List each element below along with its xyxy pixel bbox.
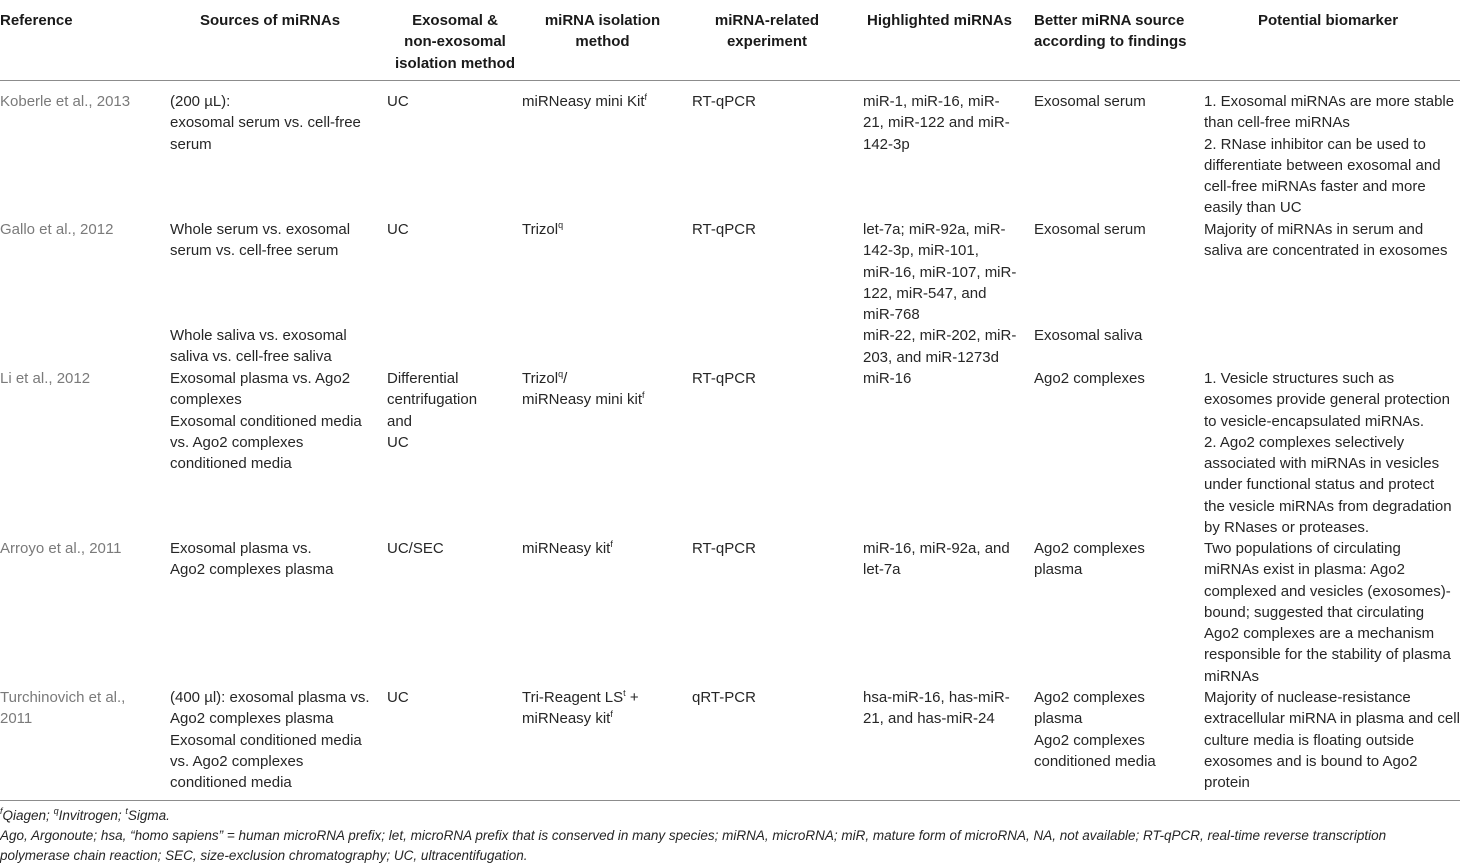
row3-highlighted: miR-16	[863, 370, 912, 387]
row2-sources: Whole serum vs. exosomal serum vs. cell-free serum	[170, 221, 351, 260]
row5-biomarker: Majority of nuclease-resistance extracellular miRNA in plasma and cell culture media is floating outside exosomes and is bound to Ago2 protein	[1204, 689, 1460, 792]
row4-sources: Exosomal plasma vs. Ago2 complexes plasma	[170, 540, 334, 579]
row5-experiment: qRT-PCR	[692, 689, 756, 706]
row2-isolation: UC	[387, 221, 409, 238]
header-isolation: Exosomal & non-exosomal isolation method	[395, 12, 515, 72]
header-rule	[0, 80, 1460, 81]
row5-better-source: Ago2 complexes plasma Ago2 complexes conditioned media	[1034, 689, 1156, 770]
row3-experiment: RT-qPCR	[692, 370, 756, 387]
header-mirna-isolation: miRNA isolation method	[544, 12, 661, 51]
row3-better-source: Ago2 complexes	[1034, 370, 1145, 387]
row1-reference: Koberle et al., 2013	[0, 93, 131, 110]
row4-better-source: Ago2 complexes plasma	[1034, 540, 1145, 579]
row1-isolation: UC	[387, 93, 409, 110]
row2-reference: Gallo et al., 2012	[0, 221, 114, 238]
row3-isolation: Differential centrifugation and UC	[387, 370, 478, 451]
footnote-abbreviations-line1: Ago, Argonoute; hsa, “homo sapiens” = human microRNA prefix; let, microRNA prefix that is conserved in many species; miRNA, microRNA; miR, mature form of microRNA, NA, not available; RT-qPCR, real-time reverse transcription	[0, 828, 1387, 843]
row3-biomarker: 1. Vesicle structures such as exosomes provide general protection to vesicle-encapsulated miRNAs. 2. Ago2 complexes selectively associated with miRNAs in vesicles under functional status and protect the vesicle miRNAs from degradation by RNases or proteases.	[1204, 370, 1452, 537]
row4-isolation: UC/SEC	[387, 540, 444, 557]
row5-isolation: UC	[387, 689, 409, 706]
row1-kit: miRNeasy mini Kit$^f$	[522, 92, 648, 110]
row5-sources: (400 µl): exosomal plasma vs. Ago2 complexes plasma Exosomal conditioned media vs. Ago2 complexes conditioned media	[170, 689, 370, 792]
row2-better-source: Exosomal serum	[1034, 221, 1146, 238]
row1-experiment: RT-qPCR	[692, 93, 756, 110]
row2-sources-saliva: Whole saliva vs. exosomal saliva vs. cell-free saliva	[170, 327, 347, 366]
row4-experiment: RT-qPCR	[692, 540, 756, 557]
row3-kit: Trizol$^q$/ miRNeasy mini kit$^f$	[522, 369, 645, 409]
header-highlighted: Highlighted miRNAs	[867, 12, 1012, 29]
row1-better-source: Exosomal serum	[1034, 93, 1146, 110]
header-experiment: miRNA-related experiment	[714, 12, 820, 51]
row3-sources: Exosomal plasma vs. Ago2 complexes Exosomal conditioned media vs. Ago2 complexes conditioned media	[170, 370, 362, 473]
row4-highlighted: miR-16, miR-92a, and let-7a	[863, 540, 1010, 579]
row2-kit: Trizol$^q$	[522, 220, 564, 238]
footnote-sources: $^f$Qiagen; $^q$Invitrogen; $^t$Sigma.	[0, 806, 170, 823]
row2-better-source-saliva: Exosomal saliva	[1034, 327, 1143, 344]
header-biomarker: Potential biomarker	[1258, 12, 1399, 29]
header-reference: Reference	[0, 12, 73, 29]
header-better-source: Better miRNA source according to findings	[1034, 12, 1187, 51]
row1-biomarker: 1. Exosomal miRNAs are more stable than cell-free miRNAs 2. RNase inhibitor can be used to differentiate between exosomal and cell-free miRNAs faster and more easily than UC	[1204, 93, 1455, 217]
footnote-abbreviations-line2: polymerase chain reaction; SEC, size-exclusion chromatography; UC, ultracentifugation.	[0, 848, 528, 863]
row5-highlighted: hsa-miR-16, has-miR- 21, and has-miR-24	[863, 689, 1010, 728]
row4-biomarker: Two populations of circulating miRNAs exist in plasma: Ago2 complexed and vesicles (exosomes)- bound; suggested that circulating Ago2 complexes are a mechanism responsible for the stability of plasma miRNAs	[1204, 540, 1451, 685]
header-sources: Sources of miRNAs	[200, 12, 341, 29]
row4-kit: miRNeasy kit$^f$	[522, 539, 613, 557]
footer-rule	[0, 800, 1460, 801]
row1-highlighted: miR-1, miR-16, miR- 21, miR-122 and miR- 142-3p	[863, 93, 1010, 153]
row1-sources: (200 µL): exosomal serum vs. cell-free serum	[170, 93, 361, 153]
row2-highlighted: let-7a; miR-92a, miR- 142-3p, miR-101, miR-16, miR-107, miR- 122, miR-547, and miR-768 miR-22, miR-202, miR- 203, and miR-1273d	[863, 221, 1017, 366]
row4-reference: Arroyo et al., 2011	[0, 540, 122, 557]
row3-reference: Li et al., 2012	[0, 370, 91, 387]
row2-biomarker: Majority of miRNAs in serum and saliva are concentrated in exosomes	[1204, 221, 1448, 260]
row5-reference: Turchinovich et al., 2011	[0, 689, 126, 728]
row5-kit: Tri-Reagent $LS^t$ + miRNeasy kit$^f$	[522, 688, 639, 728]
row2-experiment: RT-qPCR	[692, 221, 756, 238]
